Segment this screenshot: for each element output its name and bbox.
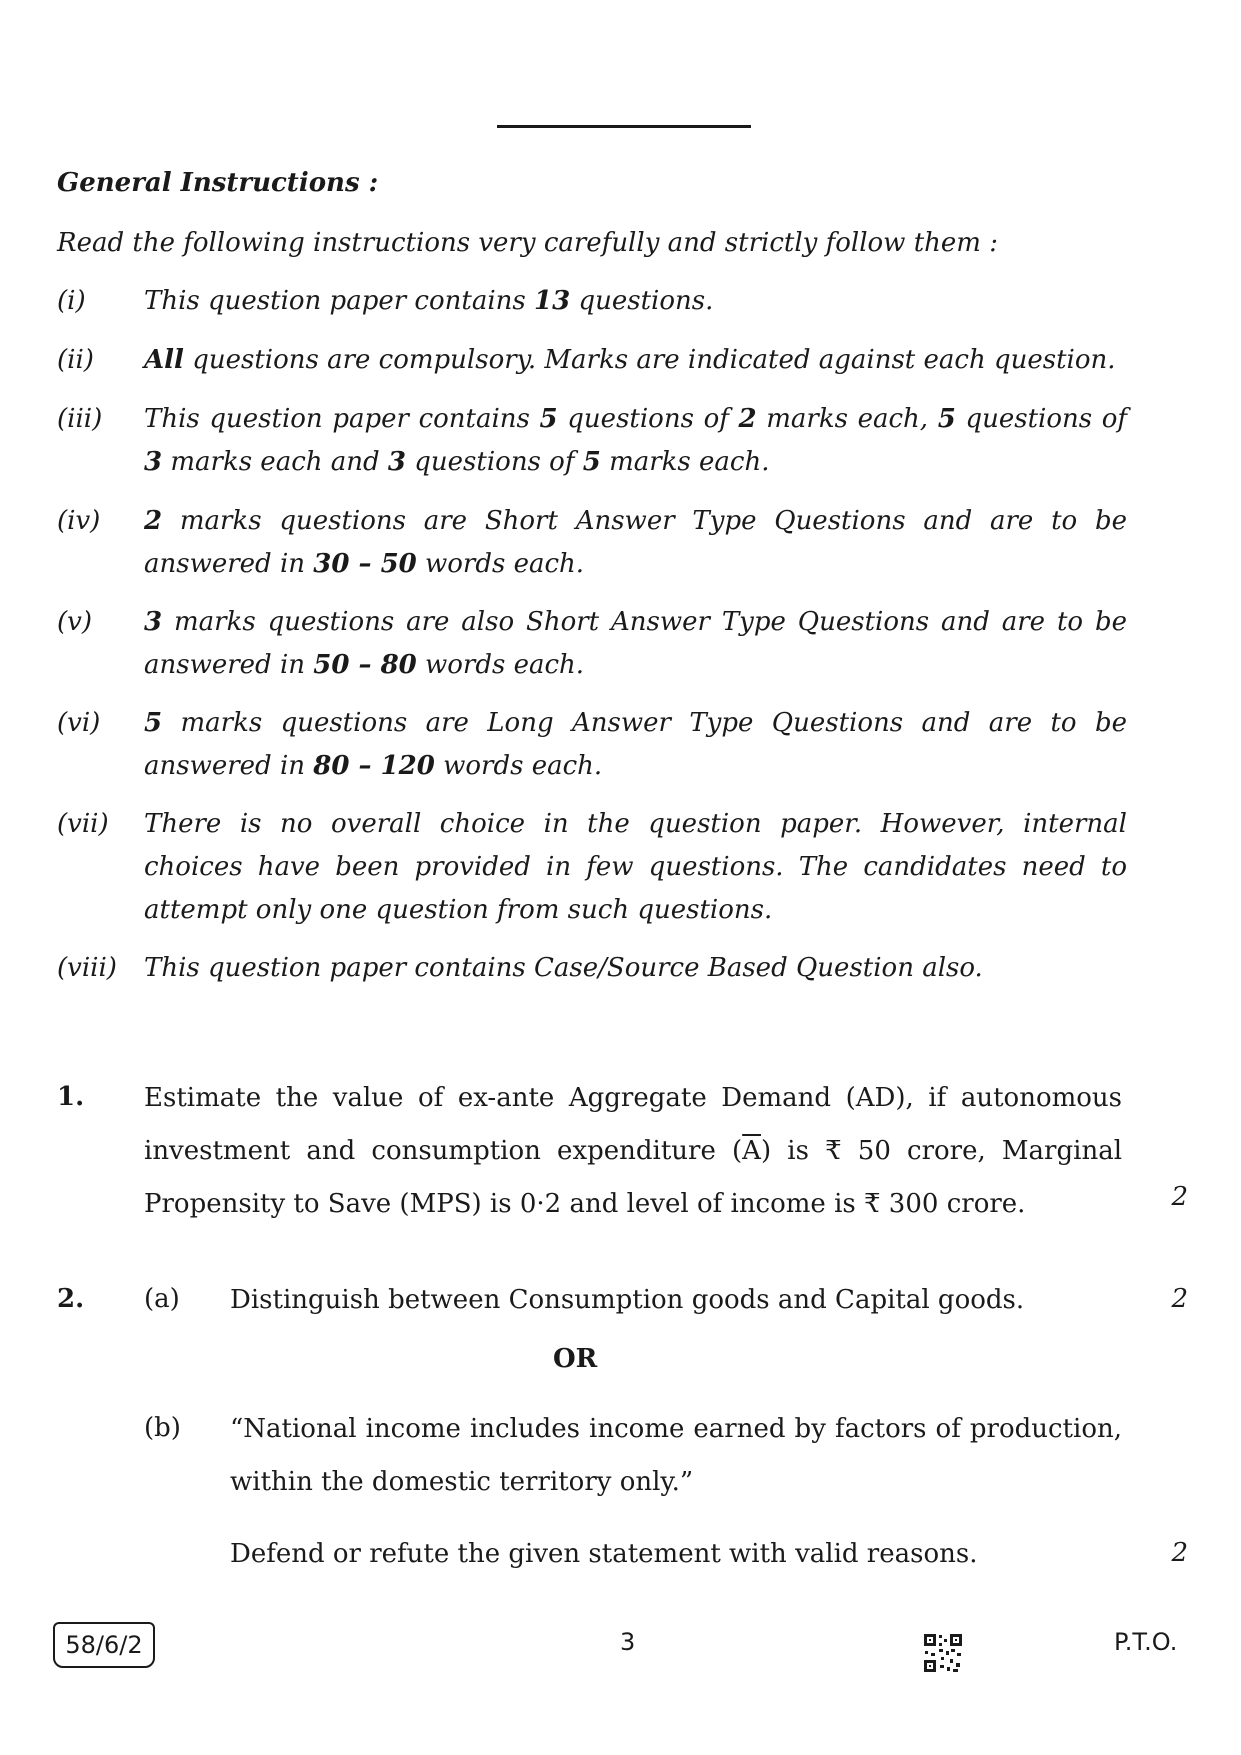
instruction-item — [57, 803, 1127, 932]
instruction-text: This question paper contains 13 questions. — [144, 286, 714, 316]
top-rule — [497, 125, 751, 128]
question-1-marks: 2 — [1171, 1182, 1188, 1212]
question-2-number: 2. — [57, 1284, 85, 1314]
instruction-item — [57, 947, 1127, 990]
question-1-text — [144, 1072, 1122, 1231]
instruction-item — [57, 398, 1127, 484]
instruction-text: This question paper contains 5 questions of 2 marks each, 5 questions of 3 marks each and 3 questions of 5 marks each. — [144, 404, 1127, 477]
instruction-text: 2 marks questions are Short Answer Type Questions and are to be answered in 30 – 50 words each. — [144, 506, 1127, 579]
autonomous-expenditure-symbol: $\overline{A}$ — [742, 1136, 761, 1166]
paper-code: 58/6/2 — [53, 1622, 155, 1668]
instruction-item — [57, 601, 1127, 687]
question-1-text-part-b: ) is ₹ 50 crore, Marginal Propensity to Save (MPS) is 0·2 and level of income is ₹ 300 crore. — [144, 1136, 1123, 1219]
question-2b-text: “National income includes income earned by factors of production, within the domestic territory only.” — [230, 1414, 1122, 1497]
question-2b-marks: 2 — [1171, 1538, 1188, 1568]
question-2a-label: (a) — [144, 1284, 180, 1314]
page-number: 3 — [620, 1628, 636, 1656]
instructions-title: General Instructions : — [57, 168, 379, 198]
or-separator: OR — [553, 1344, 598, 1374]
instruction-number: (iii) — [57, 404, 103, 434]
instruction-text: There is no overall choice in the question paper. However, internal choices have been provided in few questions. The candidates need to attempt only one question from such questions. — [144, 809, 1127, 925]
instruction-item — [57, 280, 1127, 323]
instruction-text: 5 marks questions are Long Answer Type Questions and are to be answered in 80 – 120 words each. — [144, 708, 1127, 781]
instruction-number: (v) — [57, 607, 92, 637]
question-2a-text: Distinguish between Consumption goods and Capital goods. — [230, 1285, 1025, 1315]
instruction-number: (ii) — [57, 345, 94, 375]
instruction-item — [57, 500, 1127, 586]
question-2b-label: (b) — [144, 1413, 181, 1443]
instruction-number: (i) — [57, 286, 86, 316]
page-turn-over: P.T.O. — [1114, 1628, 1178, 1656]
instruction-number: (viii) — [57, 953, 117, 983]
instruction-item — [57, 702, 1127, 788]
instruction-text: All questions are compulsory. Marks are indicated against each question. — [144, 345, 1116, 375]
question-1-number: 1. — [57, 1082, 85, 1112]
instruction-number: (vi) — [57, 708, 101, 738]
qr-code-icon — [923, 1633, 963, 1673]
instructions-lead: Read the following instructions very carefully and strictly follow them : — [57, 228, 998, 258]
instruction-text: 3 marks questions are also Short Answer Type Questions and are to be answered in 50 – 80 words each. — [144, 607, 1127, 680]
question-2a-marks: 2 — [1171, 1284, 1188, 1314]
instruction-item — [57, 339, 1127, 382]
instruction-number: (iv) — [57, 506, 101, 536]
instruction-number: (vii) — [57, 809, 109, 839]
question-2b-instruction: Defend or refute the given statement with valid reasons. — [230, 1539, 978, 1569]
instruction-text: This question paper contains Case/Source Based Question also. — [144, 953, 983, 983]
question-1-text-part-a: Estimate the value of ex-ante Aggregate Demand (AD), if autonomous investment and consumption expenditure ( — [144, 1083, 1122, 1166]
